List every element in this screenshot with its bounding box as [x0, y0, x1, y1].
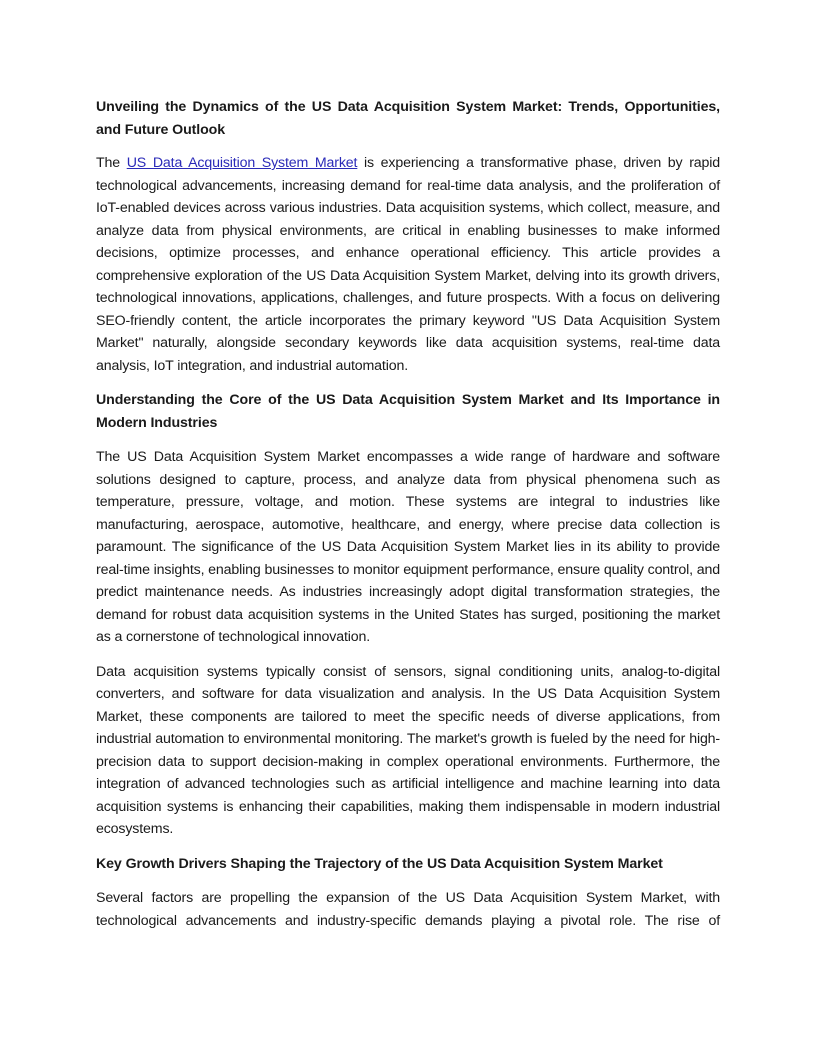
- intro-prefix: The: [96, 155, 127, 171]
- intro-suffix: is experiencing a transformative phase, driven by rapid technological advancements, increasing demand for real-time data analysis, and the proliferation of IoT-enabled devices across various industries. Data acquisition systems, which collect, measure, and analyze data from physical environments, are critical in enabling businesses to make informed decisions, optimize processes, and enhance operational efficiency. This article provides a comprehensive exploration of the US Data Acquisition System Market, delving into its growth drivers, technological innovations, applications, challenges, and future prospects. With a focus on delivering SEO-friendly content, the article incorporates the primary keyword "US Data Acquisition System Market" naturally, alongside secondary keywords like data acquisition systems, real-time data analysis, IoT integration, and industrial automation.: [96, 155, 720, 374]
- section-core-paragraph-2: Data acquisition systems typically consist of sensors, signal conditioning units, analog-to-digital converters, and software for data visualization and analysis. In the US Data Acquisition System Market, these components are tailored to meet the specific needs of diverse applications, from industrial automation to environmental monitoring. The market's growth is fueled by the need for high-precision data to support decision-making in complex operational environments. Furthermore, the integration of advanced technologies such as artificial intelligence and machine learning into data acquisition systems is enhancing their capabilities, making them indispensable in modern industrial ecosystems.: [96, 663, 720, 837]
- market-link[interactable]: US Data Acquisition System Market: [126, 155, 358, 171]
- section-heading-growth-drivers: Key Growth Drivers Shaping the Trajectory of the US Data Acquisition System Market: [96, 855, 663, 872]
- document-title: Unveiling the Dynamics of the US Data Acquisition System Market: Trends, Opportunities, and Future Outlook: [96, 99, 720, 138]
- intro-paragraph: [96, 152, 720, 377]
- section-growth-paragraph-1: Several factors are propelling the expansion of the US Data Acquisition System Market, with technological advancements and industry-specific demands playing a pivotal role. The rise of: [96, 890, 720, 929]
- document-page: [96, 96, 720, 944]
- section-core-paragraph-1: The US Data Acquisition System Market encompasses a wide range of hardware and software solutions designed to capture, process, and analyze data from physical phenomena such as temperature, pressure, voltage, and motion. These systems are integral to industries like manufacturing, aerospace, automotive, healthcare, and energy, where precise data collection is paramount. The significance of the US Data Acquisition System Market lies in its ability to provide real-time insights, enabling businesses to monitor equipment performance, ensure quality control, and predict maintenance needs. As industries increasingly adopt digital transformation strategies, the demand for robust data acquisition systems in the United States has surged, positioning the market as a cornerstone of technological innovation.: [96, 449, 720, 645]
- section-heading-core: Understanding the Core of the US Data Acquisition System Market and Its Importance in Modern Industries: [96, 392, 720, 431]
